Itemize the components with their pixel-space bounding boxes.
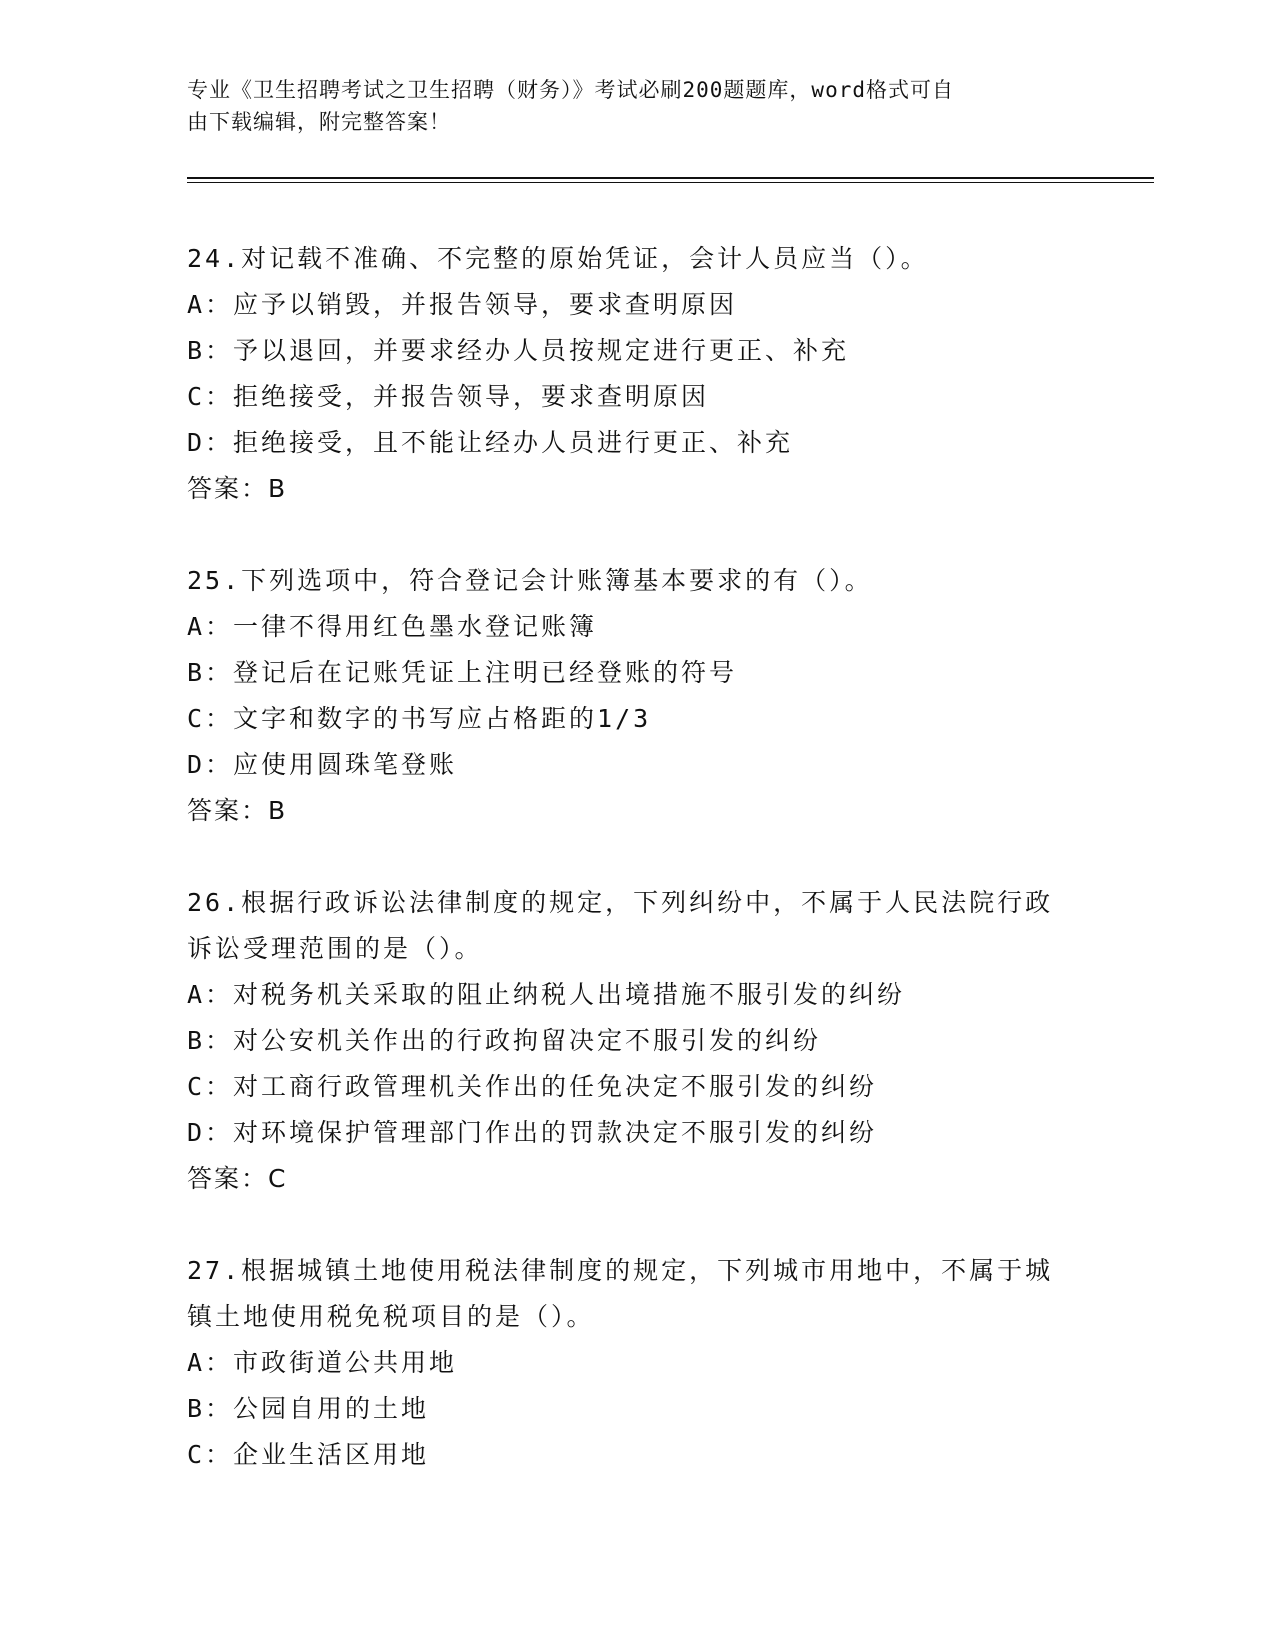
answer-option: D：对环境保护管理部门作出的罚款决定不服引发的纠纷 — [187, 1118, 878, 1147]
answer-option: C：对工商行政管理机关作出的任免决定不服引发的纠纷 — [187, 1072, 878, 1101]
question-stem: 25.下列选项中，符合登记会计账簿基本要求的有（）。 — [187, 566, 873, 595]
answer-key: 答案：B — [187, 474, 288, 503]
header-divider-thick — [187, 177, 1154, 179]
document-header — [187, 74, 1087, 138]
answer-option: B：公园自用的土地 — [187, 1394, 430, 1423]
question-stem: 26.根据行政诉讼法律制度的规定，下列纠纷中，不属于人民法院行政 — [187, 888, 1054, 917]
question-list — [187, 236, 1087, 1524]
answer-option: B：对公安机关作出的行政拘留决定不服引发的纠纷 — [187, 1026, 822, 1055]
question-block — [187, 558, 1087, 834]
answer-option: B：登记后在记账凭证上注明已经登账的符号 — [187, 658, 738, 687]
answer-key: 答案：C — [187, 1164, 288, 1193]
question-stem: 24.对记载不准确、不完整的原始凭证，会计人员应当（）。 — [187, 244, 929, 273]
question-block — [187, 880, 1087, 1202]
header-line-1: 专业《卫生招聘考试之卫生招聘（财务）》考试必刷200题题库，word格式可自 — [187, 78, 954, 102]
question-stem: 27.根据城镇土地使用税法律制度的规定，下列城市用地中，不属于城 — [187, 1256, 1054, 1285]
answer-option: B：予以退回，并要求经办人员按规定进行更正、补充 — [187, 336, 850, 365]
question-stem: 镇土地使用税免税项目的是（）。 — [187, 1302, 595, 1331]
answer-option: C：企业生活区用地 — [187, 1440, 430, 1469]
answer-option: A：应予以销毁，并报告领导，要求查明原因 — [187, 290, 738, 319]
question-block — [187, 1248, 1087, 1478]
answer-option: A：一律不得用红色墨水登记账簿 — [187, 612, 598, 641]
answer-option: A：对税务机关采取的阻止纳税人出境措施不服引发的纠纷 — [187, 980, 906, 1009]
answer-option: D：拒绝接受，且不能让经办人员进行更正、补充 — [187, 428, 794, 457]
answer-option: A：市政街道公共用地 — [187, 1348, 458, 1377]
header-divider-thin — [187, 182, 1154, 183]
answer-option: C：拒绝接受，并报告领导，要求查明原因 — [187, 382, 710, 411]
answer-option: D：应使用圆珠笔登账 — [187, 750, 458, 779]
answer-option: C：文字和数字的书写应占格距的1/3 — [187, 704, 652, 733]
header-line-2: 由下载编辑，附完整答案！ — [187, 110, 451, 134]
question-stem: 诉讼受理范围的是（）。 — [187, 934, 483, 963]
question-block — [187, 236, 1087, 512]
answer-key: 答案：B — [187, 796, 288, 825]
